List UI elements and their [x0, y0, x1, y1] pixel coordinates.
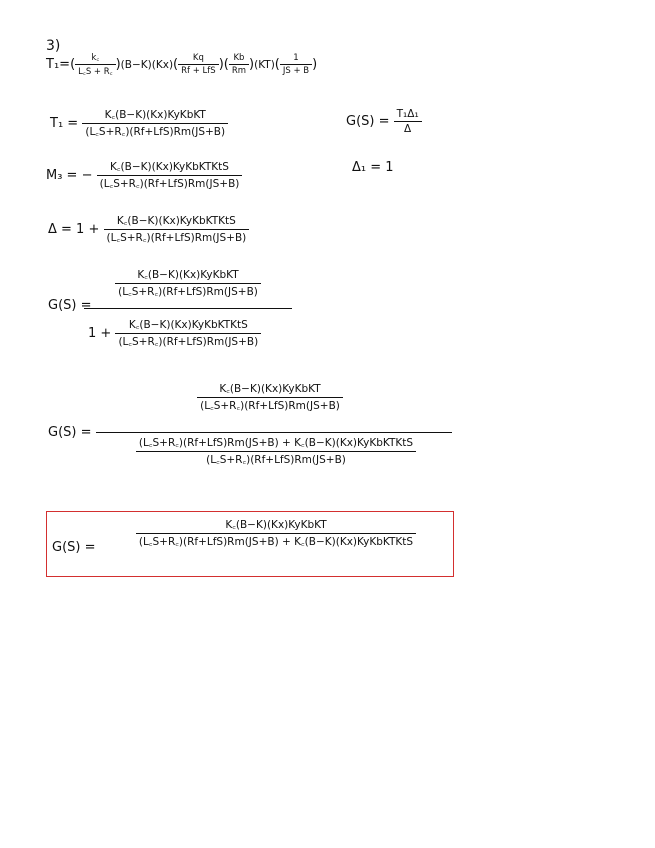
g-step1-bottom [88, 318, 261, 349]
t1-equation [50, 108, 228, 139]
fraction-numerator: Kq [192, 53, 204, 63]
problem-number: 3) [46, 38, 61, 54]
fraction-kq [178, 53, 219, 76]
fraction-numerator: 1 [293, 53, 299, 63]
t1-expanded-middle: (B−K)(Kx) [120, 59, 174, 71]
gain-formula-fraction [394, 108, 422, 135]
gain-formula-numerator: T₁Δ₁ [396, 108, 419, 120]
fraction-kb [229, 53, 249, 76]
g-step2-main-bar [96, 432, 452, 433]
g-final-numerator: K꜀(B−K)(Kx)KyKbKT [225, 519, 327, 531]
delta-fraction [104, 214, 250, 245]
m3-denominator: (L꜀S+R꜀)(Rf+LfS)Rm(JS+B) [99, 178, 240, 190]
t1-expanded-eq: = [59, 57, 71, 72]
t1-eq: = [67, 116, 79, 131]
g-step1-top-numerator: K꜀(B−K)(Kx)KyKbKT [137, 269, 239, 281]
fraction-numerator: k꜀ [91, 53, 100, 63]
g-step1-bottom-denominator: (L꜀S+R꜀)(Rf+LfS)Rm(JS+B) [118, 336, 259, 348]
delta-denominator: (L꜀S+R꜀)(Rf+LfS)Rm(JS+B) [106, 232, 247, 244]
g-final-lhs: G(S) = [52, 540, 96, 555]
g-final-denominator: (L꜀S+R꜀)(Rf+LfS)Rm(JS+B) + K꜀(B−K)(Kx)KyKbKTKtS [138, 536, 414, 548]
fraction-kc [75, 52, 115, 77]
fraction-numerator: Kb [233, 53, 245, 63]
gain-formula-denominator: Δ [404, 123, 412, 135]
mason-gain-formula [346, 108, 422, 135]
t1-expanded-lhs: T₁ [46, 57, 60, 72]
g-step1-one-plus: 1 + [88, 326, 112, 341]
g-final-fraction [104, 518, 448, 549]
m3-numerator: K꜀(B−K)(Kx)KyKbKTKtS [110, 161, 229, 173]
t1-expanded-equation: T₁=( $\frac{k꜀}{L꜀S + R꜀}$ )(B−K)(Kx)( $\frac{Kq}{\text{Rf + LfS}}$ )( $\frac{Kb}{Rm}$ )(KT)( $\frac{1}{JS + B}$ ) [46, 53, 318, 77]
t1-lhs: T₁ [50, 116, 64, 131]
g-step2-top-denominator: (L꜀S+R꜀)(Rf+LfS)Rm(JS+B) [200, 400, 340, 412]
g-step2-bottom-fraction [102, 436, 450, 467]
g-step2-top-fraction [160, 382, 380, 413]
fraction-denominator: L꜀S + R꜀ [78, 67, 113, 77]
t1-expanded-kt: (KT) [254, 59, 275, 71]
delta-lhs: Δ = 1 + [48, 222, 100, 237]
m3-lhs: M₃ = − [46, 168, 93, 183]
fraction-denominator: JS + B [282, 66, 310, 76]
g-step1-main-bar [84, 308, 292, 309]
gain-formula-lhs: G(S) = [346, 114, 390, 129]
g-step1-top-fraction [88, 268, 288, 299]
g-step1-bottom-numerator: K꜀(B−K)(Kx)KyKbKTKtS [128, 319, 248, 331]
delta-numerator: K꜀(B−K)(Kx)KyKbKTKtS [116, 215, 236, 227]
m3-equation [46, 160, 242, 191]
delta-equation [48, 214, 249, 245]
fraction-denominator: Rf + LfS [181, 66, 216, 76]
m3-fraction [97, 160, 243, 191]
fraction-inertia [280, 53, 312, 76]
g-step2-lhs: G(S) = [48, 425, 92, 440]
g-step1-top-denominator: (L꜀S+R꜀)(Rf+LfS)Rm(JS+B) [118, 286, 258, 298]
t1-fraction [82, 108, 228, 139]
delta1-equation: Δ₁ = 1 [352, 160, 394, 175]
g-step2-bottom-numerator: (L꜀S+R꜀)(Rf+LfS)Rm(JS+B) + K꜀(B−K)(Kx)KyKbKTKtS [138, 437, 414, 449]
fraction-denominator: Rm [231, 66, 247, 76]
g-step2-bottom-denominator: (L꜀S+R꜀)(Rf+LfS)Rm(JS+B) [206, 454, 346, 466]
g-step1-lhs: G(S) = [48, 298, 92, 313]
t1-numerator: K꜀(B−K)(Kx)KyKbKT [104, 109, 206, 121]
t1-denominator: (L꜀S+R꜀)(Rf+LfS)Rm(JS+B) [85, 126, 226, 138]
g-step2-top-numerator: K꜀(B−K)(Kx)KyKbKT [219, 383, 321, 395]
